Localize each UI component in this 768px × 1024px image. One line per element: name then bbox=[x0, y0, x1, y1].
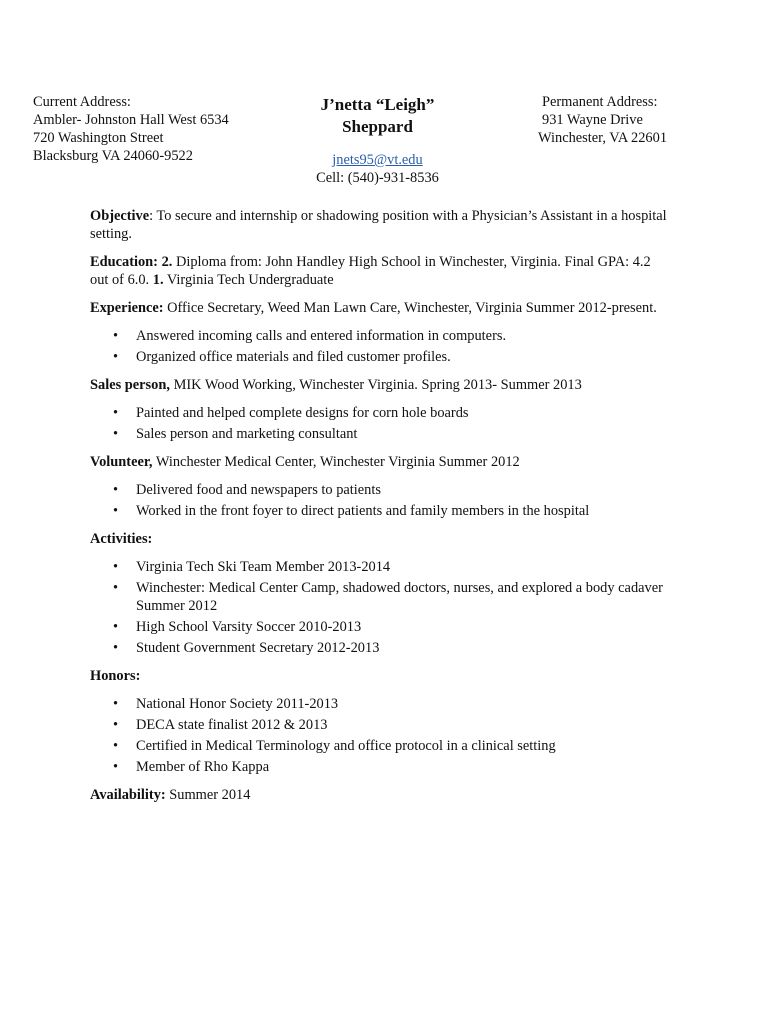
list-item: • Worked in the front foyer to direct patients and family members in the hospital bbox=[90, 502, 670, 520]
objective-label: Objective bbox=[90, 208, 150, 224]
experience-bullets bbox=[90, 327, 670, 366]
list-item: • National Honor Society 2011-2013 bbox=[90, 695, 670, 713]
resume-body bbox=[90, 207, 670, 814]
list-item: • Delivered food and newspapers to patients bbox=[90, 481, 670, 499]
volunteer-bullets bbox=[90, 481, 670, 520]
permanent-address-label: Permanent Address: bbox=[542, 94, 658, 110]
list-item: • Painted and helped complete designs for corn hole boards bbox=[90, 404, 670, 422]
education-section bbox=[90, 253, 670, 289]
permanent-address-line: 931 Wayne Drive bbox=[542, 112, 643, 128]
current-address-line: Blacksburg VA 24060-9522 bbox=[33, 148, 193, 164]
activities-heading: Activities: bbox=[90, 531, 153, 547]
list-item: • Student Government Secretary 2012-2013 bbox=[90, 639, 670, 657]
list-item: • Organized office materials and filed customer profiles. bbox=[90, 348, 670, 366]
volunteer-section bbox=[90, 453, 670, 471]
experience-text: Office Secretary, Weed Man Lawn Care, Winchester, Virginia Summer 2012-present. bbox=[163, 300, 657, 316]
current-address-label: Current Address: bbox=[33, 94, 131, 110]
sales-text: MIK Wood Working, Winchester Virginia. Spring 2013- Summer 2013 bbox=[169, 377, 582, 393]
list-item: • Winchester: Medical Center Camp, shadowed doctors, nurses, and explored a body cadaver Summer 2012 bbox=[90, 579, 670, 615]
honors-bullets bbox=[90, 695, 670, 776]
sales-bullets bbox=[90, 404, 670, 443]
objective-section bbox=[90, 207, 670, 243]
current-address-line: Ambler- Johnston Hall West 6534 bbox=[33, 112, 229, 128]
current-address-block bbox=[33, 93, 263, 165]
availability-section bbox=[90, 786, 670, 804]
honors-heading: Honors: bbox=[90, 668, 141, 684]
list-item: • Virginia Tech Ski Team Member 2013-2014 bbox=[90, 558, 670, 576]
name-line-1: J’netta “Leigh” bbox=[320, 95, 435, 114]
list-item: • DECA state finalist 2012 & 2013 bbox=[90, 716, 670, 734]
email-link[interactable]: jnets95@vt.edu bbox=[332, 152, 423, 168]
list-item: • High School Varsity Soccer 2010-2013 bbox=[90, 618, 670, 636]
cell-phone: Cell: (540)-931-8536 bbox=[316, 170, 439, 186]
permanent-address-line: Winchester, VA 22601 bbox=[538, 130, 668, 146]
name-heading bbox=[290, 94, 465, 138]
sales-section bbox=[90, 376, 670, 394]
permanent-address-block bbox=[538, 93, 738, 147]
education-text: Diploma from: John Handley High School in Winchester, Virginia. Final GPA: 4.2 out of 6.0. bbox=[90, 254, 651, 288]
education-item-number: 1. bbox=[152, 272, 164, 288]
activities-bullets bbox=[90, 558, 670, 657]
list-item: • Answered incoming calls and entered information in computers. bbox=[90, 327, 670, 345]
sales-label: Sales person, bbox=[90, 377, 170, 393]
experience-label: Experience: bbox=[90, 300, 164, 316]
experience-section bbox=[90, 299, 670, 317]
name-line-2: Sheppard bbox=[342, 117, 413, 136]
objective-text: : To secure and internship or shadowing position with a Physician’s Assistant in a hospital setting. bbox=[90, 208, 667, 242]
list-item: • Certified in Medical Terminology and office protocol in a clinical setting bbox=[90, 737, 670, 755]
education-label: Education: 2. bbox=[90, 254, 173, 270]
list-item: • Sales person and marketing consultant bbox=[90, 425, 670, 443]
list-item: • Member of Rho Kappa bbox=[90, 758, 670, 776]
contact-block bbox=[290, 151, 465, 187]
volunteer-label: Volunteer, bbox=[90, 454, 153, 470]
availability-text: Summer 2014 bbox=[165, 787, 251, 803]
education-text: Virginia Tech Undergraduate bbox=[163, 272, 334, 288]
volunteer-text: Winchester Medical Center, Winchester Virginia Summer 2012 bbox=[152, 454, 520, 470]
current-address-line: 720 Washington Street bbox=[33, 130, 164, 146]
availability-label: Availability: bbox=[90, 787, 166, 803]
